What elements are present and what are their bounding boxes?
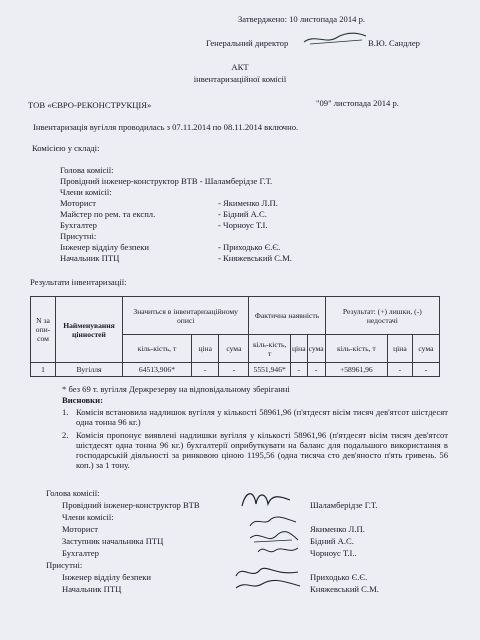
cell-res-price: - [387,363,412,377]
present-name: - Княжевський С.М. [218,253,292,263]
present-signature [232,576,304,594]
header-book: Значиться в інвентаризаційному описі [123,297,249,335]
cell-num: 1 [31,363,56,377]
member-name: - Якименко Л.П. [218,198,278,208]
member-name: - Бідний А.С. [218,209,267,219]
sig-present-role: Начальник ПТЦ [62,584,122,594]
sig-head-role: Провідний інженер-конструктор ВТВ [62,500,200,510]
footnote: * без 69 т. вугілля Держрезерву на відповідальному зберіганні [62,384,290,394]
sig-present-role: Інженер відділу безпеки [62,572,152,582]
intro-text: Інвентаризація вугілля проводилась з 07.11.2014 по 08.11.2014 включно. [33,122,299,132]
header-result: Результат: (+) лишки, (-) недостачі [325,297,439,335]
commission-head-role: Провідний інженер-конструктор ВТВ - Шаламберідзе Г.Т. [60,176,273,186]
header-num: N за опи-сом [31,297,56,363]
cell-fact-sum: - [307,363,325,377]
subheader-price: ціна [387,335,412,363]
subheader-sum: сума [307,335,325,363]
member-role: Моторист [60,198,97,208]
header-name: Найменування цінностей [56,297,123,363]
sig-member-name: Бідний А.С. [310,536,354,546]
commission-label: Комісією у складі: [32,143,100,153]
act-title: АКТ [231,62,249,72]
sig-member-role: Моторист [62,524,99,534]
subheader-qty: кіль-кість, т [325,335,387,363]
subheader-qty: кіль-кість, т [249,335,291,363]
sig-members-label: Члени комісії: [62,512,114,522]
commission-head-label: Голова комісії: [60,165,114,175]
cell-fact-qty: 5551,946* [249,363,291,377]
sig-head-label: Голова комісії: [46,488,100,498]
cell-res-qty: +58961,96 [325,363,387,377]
subheader-qty: кіль-кість, т [123,335,192,363]
sig-member-name: Якименко Л.П. [310,524,365,534]
approval-date: Затверджено: 10 листопада 2014 р. [238,14,366,24]
table-header-row [31,297,440,335]
sig-member-role: Заступник начальника ПТЦ [62,536,164,546]
header-fact: Фактична наявність [249,297,325,335]
subheader-price: ціна [191,335,218,363]
act-date: "09" листопада 2014 р. [316,98,399,108]
member-role: Бухгалтер [60,220,97,230]
sig-present-name: Княжевський С.М. [310,584,379,594]
inventory-table [30,296,440,377]
subheader-price: ціна [290,335,307,363]
present-name: - Приходько Є.Є. [218,242,281,252]
sig-head-name: Шаламберідзе Г.Т. [310,500,378,510]
cell-book-sum: - [219,363,249,377]
approval-position: Генеральний директор [206,38,289,48]
cell-book-price: - [191,363,218,377]
sig-present-name: Приходько Є.Є. [310,572,368,582]
present-role: Інженер відділу безпеки [60,242,150,252]
conclusion-text: Комісія пропонує виявлені надлишки вугілля у кількості 58961,96 (п'ятдесят вісім тисяч дев'ятсот шістдесят одна тонна 96 кг.) бухгалтерії оприбуткувати на баланс для подальшого використання в господарській діяльності за ринковою ціною 1195,56 (одна тисяча сто дев'яносто п'ять гривень. 56 коп.) за 1 тону. [76,430,448,470]
conclusion-num: 2. [62,430,69,440]
sig-member-role: Бухгалтер [62,548,99,558]
subheader-sum: сума [412,335,439,363]
sig-member-name: Чорноус Т.І.. [310,548,357,558]
cell-res-sum: - [412,363,439,377]
director-signature [300,30,370,48]
commission-present-label: Присутні: [60,231,97,241]
member-signature [252,542,302,558]
present-role: Начальник ПТЦ [60,253,120,263]
conclusions-label: Висновки: [62,395,103,405]
conclusion-num: 1. [62,407,69,417]
act-subtitle: інвентаризаційної комісії [193,74,287,84]
conclusion-text: Комісія встановила надлишок вугілля у кількості 58961,96 (п'ятдесят вісім тисяч дев'ятсот шістдесят одна тонна 96 кг.) [76,407,448,427]
table-row [31,363,440,377]
approval-name: В.Ю. Сандлер [368,38,420,48]
results-label: Результати інвентаризації: [30,277,127,287]
cell-book-qty: 64513,906* [123,363,192,377]
sig-present-label: Присутні: [46,560,83,570]
cell-name: Вугілля [56,363,123,377]
company-name: ТОВ «ЄВРО-РЕКОНСТРУКЦІЯ» [28,100,152,110]
member-name: - Чорноус Т.І. [218,220,268,230]
commission-members-label: Члени комісії: [60,187,112,197]
head-signature [236,486,296,514]
cell-fact-price: - [290,363,307,377]
member-role: Майстер по рем. та експл. [60,209,156,219]
subheader-sum: сума [219,335,249,363]
